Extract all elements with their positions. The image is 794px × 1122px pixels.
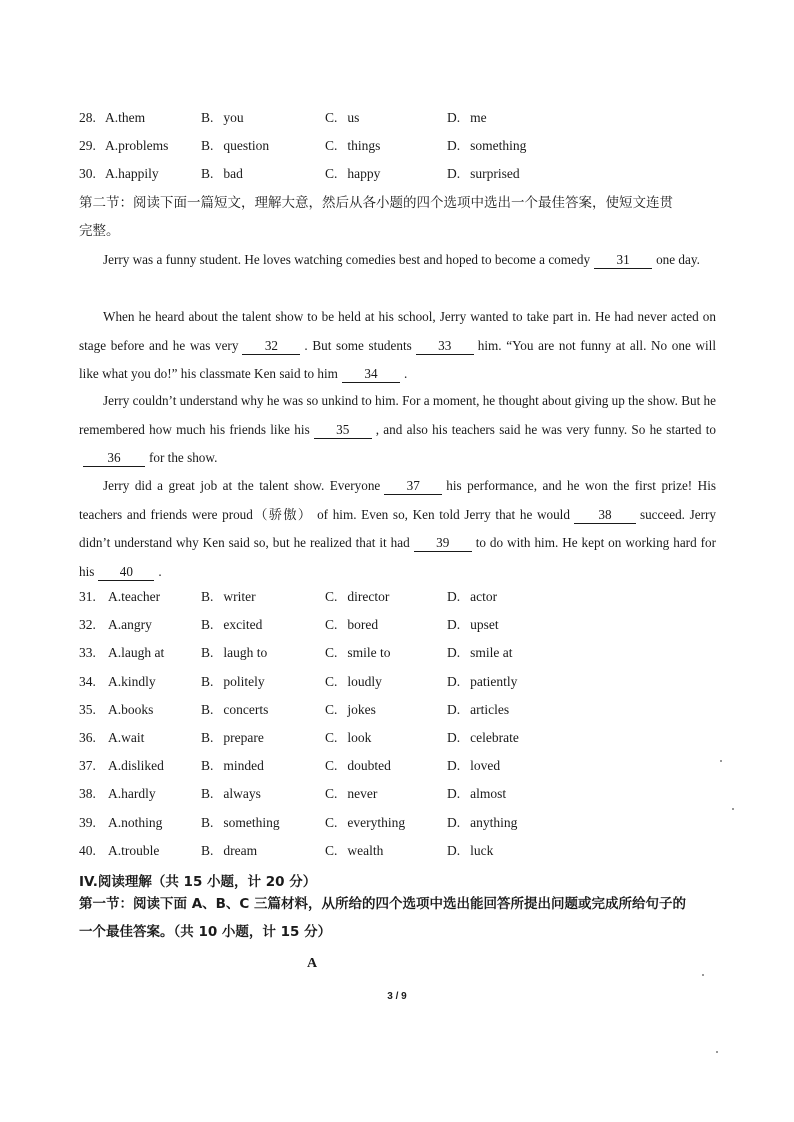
option-a: happily: [118, 166, 159, 181]
option-b: you: [223, 110, 244, 125]
option-c: happy: [347, 166, 381, 181]
blank-32: 32: [242, 338, 300, 355]
cloze-passage-paragraph-3: Jerry couldn’t understand why he was so unkind to him. For a moment, he thought about giving up the show. But he remembered how much his friends like his 35 , and also his teachers said he was very funny. So he started to36 for the show.: [79, 393, 716, 465]
option-c: everything: [347, 814, 406, 830]
option-a: problems: [118, 138, 169, 153]
option-b: bad: [223, 166, 243, 181]
question-number: 33.: [79, 645, 96, 661]
scan-speck: [702, 974, 704, 976]
option-a: wait: [121, 730, 145, 745]
blank-31: 31: [594, 252, 652, 269]
question-number: 34.: [79, 673, 96, 689]
option-b: laugh to: [223, 645, 268, 661]
option-b: always: [223, 786, 261, 802]
option-a: disliked: [121, 758, 164, 774]
option-a: laugh at: [121, 645, 165, 661]
option-b: question: [223, 138, 270, 153]
scan-speck: [732, 808, 734, 810]
question-number: 40.: [79, 842, 96, 858]
option-a: trouble: [121, 842, 160, 858]
question-number: 38.: [79, 786, 96, 802]
option-d: patiently: [470, 673, 518, 689]
scan-speck: [720, 760, 722, 762]
question-number: 32.: [79, 617, 96, 633]
cloze-passage-paragraph-4: Jerry did a great job at the talent show. Everyone 37 his performance, and he won the first prize! His teachers and friends were proud（骄傲） of him. Even so, Ken told Jerry that he would 38 succeed. Jerry didn’t understand why Ken said so, but he realized that it had 39 to do with him. He kept on working hard for his 40 .: [79, 478, 716, 579]
option-d: actor: [470, 589, 498, 604]
option-c: smile to: [347, 645, 391, 661]
option-c: things: [347, 138, 381, 153]
option-b: excited: [223, 617, 263, 633]
question-number: 29.: [79, 138, 96, 153]
option-c: doubted: [347, 758, 391, 774]
option-d: surprised: [470, 166, 520, 181]
blank-39: 39: [414, 535, 472, 552]
option-b: writer: [223, 589, 256, 604]
option-a: books: [121, 701, 154, 717]
blank-40: 40: [98, 564, 154, 581]
option-c: jokes: [347, 701, 376, 717]
option-a: teacher: [121, 589, 161, 604]
blank-38: 38: [574, 507, 636, 524]
option-d: smile at: [470, 645, 513, 661]
option-d: anything: [470, 814, 518, 830]
question-number: 39.: [79, 814, 96, 830]
reading-instruction: 第一节：阅读下面 A、B、C 三篇材料，从所给的四个选项中选出能回答所提出问题或完成所给句子的 一个最佳答案。（共 10 小题，计 15 分）: [79, 896, 687, 940]
cloze-passage-paragraph-1: Jerry was a funny student. He loves watching comedies best and hoped to become a comedy 31 one day.: [103, 252, 700, 267]
option-d: articles: [470, 701, 510, 717]
option-b: something: [223, 814, 280, 830]
option-c: loudly: [347, 673, 382, 689]
option-d: almost: [470, 786, 507, 802]
blank-33: 33: [416, 338, 474, 355]
cloze-passage-paragraph-2: When he heard about the talent show to be held at his school, Jerry wanted to take part in. He had never acted on stage before and he was very 32 . But some students 33 him. “You are not funny at all. No one will like what you do!” his classmate Ken said to him 34 .: [79, 309, 716, 381]
blank-34: 34: [342, 366, 400, 383]
option-a: nothing: [121, 814, 163, 830]
option-d: upset: [470, 617, 499, 633]
page-number: 3 / 9: [387, 991, 407, 1002]
question-number: 30.: [79, 166, 96, 181]
option-d: something: [470, 138, 527, 153]
question-number: 37.: [79, 758, 96, 774]
option-a: kindly: [121, 673, 156, 689]
option-c: bored: [347, 617, 379, 633]
reading-section-heading: IV.阅读理解（共 15 小题，计 20 分）: [79, 874, 317, 890]
option-c: wealth: [347, 842, 384, 858]
option-b: dream: [223, 842, 258, 858]
option-d: me: [470, 110, 487, 125]
question-number: 36.: [79, 730, 96, 745]
option-b: politely: [223, 673, 265, 689]
section-2-instruction: 第二节：阅读下面一篇短文，理解大意，然后从各小题的四个选项中选出一个最佳答案，使短文连贯 完整。: [79, 195, 673, 239]
option-b: concerts: [223, 701, 269, 717]
question-number: 31.: [79, 589, 96, 604]
option-d: loved: [470, 758, 501, 774]
scan-speck: [716, 1051, 718, 1053]
option-c: us: [347, 110, 360, 125]
blank-36: 36: [83, 450, 145, 467]
option-b: minded: [223, 758, 264, 774]
passage-a-label: A: [307, 956, 318, 971]
option-a: angry: [121, 617, 152, 633]
question-number: 35.: [79, 701, 96, 717]
option-c: look: [347, 730, 372, 745]
option-b: prepare: [223, 730, 264, 745]
option-d: luck: [470, 842, 494, 858]
option-a: them: [118, 110, 146, 125]
option-c: director: [347, 589, 390, 604]
option-a: hardly: [121, 786, 156, 802]
option-d: celebrate: [470, 730, 519, 745]
question-number: 28.: [79, 110, 96, 125]
blank-35: 35: [314, 422, 372, 439]
blank-37: 37: [384, 478, 442, 495]
option-c: never: [347, 786, 378, 802]
